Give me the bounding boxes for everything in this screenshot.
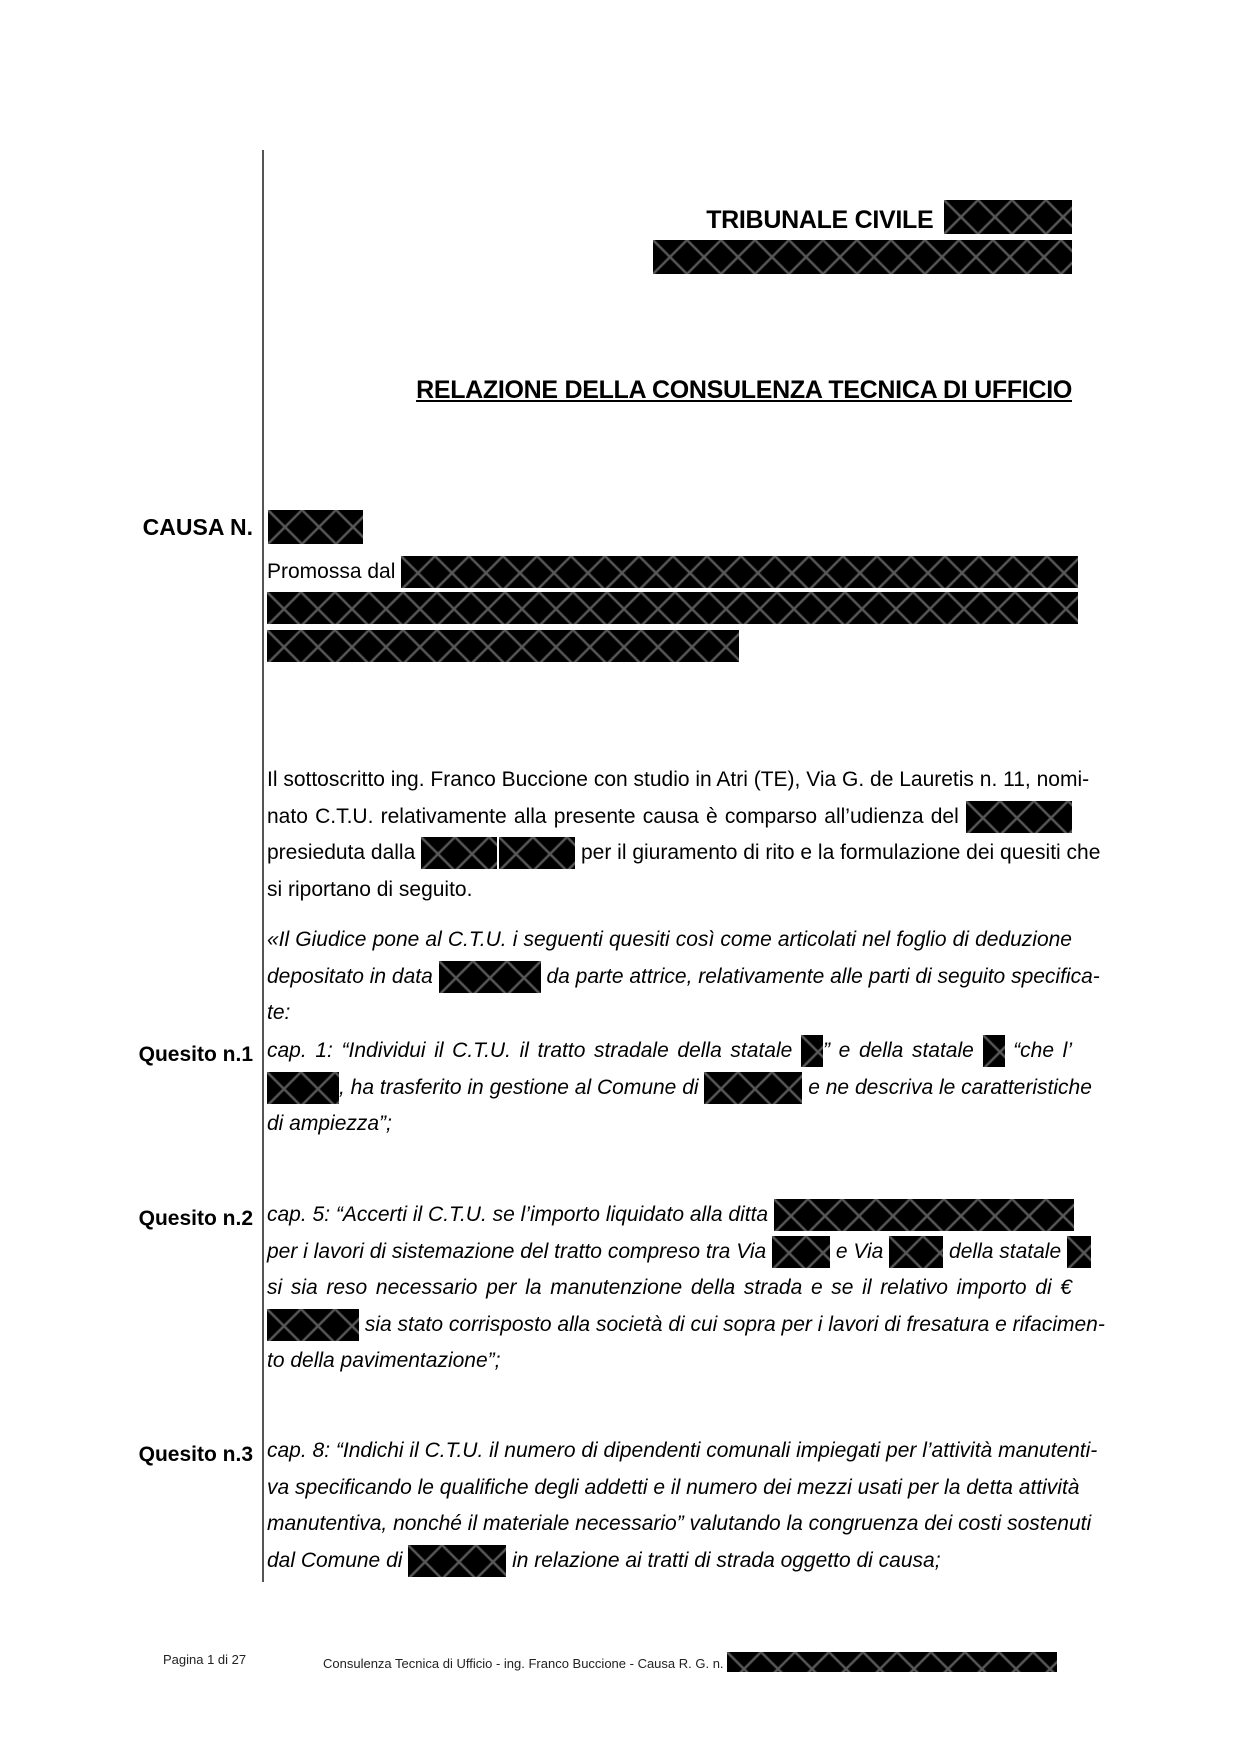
case-label: CAUSA N. bbox=[142, 514, 253, 540]
quesito-3-label: Quesito n.3 bbox=[138, 1443, 253, 1466]
margin-rule bbox=[262, 150, 264, 1582]
quesito-2-text bbox=[267, 1197, 1105, 1380]
quesito-1-line-3: di ampiezza”; bbox=[267, 1112, 392, 1135]
intro-line-4: si riportano di seguito. bbox=[267, 877, 473, 901]
quesito-3-text bbox=[267, 1433, 1098, 1579]
court-heading bbox=[706, 200, 1072, 235]
redaction-road-2 bbox=[983, 1035, 1005, 1067]
page-number: Pagina 1 di 27 bbox=[163, 1652, 247, 1667]
redaction-judge-1 bbox=[421, 837, 497, 869]
quesito-1-text bbox=[267, 1033, 1092, 1143]
questions-line-2: depositato in data da parte attrice, relativamente alle parti di seguito specifica- bbox=[267, 959, 1072, 996]
redaction-road-3 bbox=[1067, 1236, 1091, 1268]
judge-questions-intro bbox=[267, 922, 1100, 1032]
intro-paragraph bbox=[267, 762, 1101, 908]
redaction-case-rg bbox=[727, 1652, 1057, 1672]
redaction-amount bbox=[267, 1309, 359, 1341]
quesito-2-line-4: sia stato corrisposto alla società di cui sopra per i lavori di fresatura e rifacimen- bbox=[267, 1307, 1072, 1344]
redaction-judge-2 bbox=[499, 837, 575, 869]
quesito-3-line-2: va specificando le qualifiche degli addetti e il numero dei mezzi usati per la detta attività bbox=[267, 1475, 1080, 1499]
quesito-1-line-2: , ha trasferito in gestione al Comune di e ne descriva le caratteristiche bbox=[267, 1070, 1072, 1107]
questions-line-3: te: bbox=[267, 1001, 291, 1024]
quesito-2-line-1: cap. 5: “Accerti il C.T.U. se l’importo liquidato alla ditta bbox=[267, 1197, 1072, 1234]
redaction-street-1 bbox=[772, 1236, 830, 1268]
quesito-2-line-3: si sia reso necessario per la manutenzione della strada e se il relativo importo di € bbox=[267, 1276, 1072, 1299]
quesito-2-label: Quesito n.2 bbox=[138, 1207, 253, 1230]
quesito-1-label: Quesito n.1 bbox=[138, 1043, 253, 1066]
footer-text: Consulenza Tecnica di Ufficio - ing. Franco Buccione - Causa R. G. n. bbox=[323, 1652, 1057, 1672]
redaction-plaintiff-3 bbox=[267, 630, 739, 662]
redaction-court-section bbox=[653, 240, 1072, 274]
redaction-plaintiff bbox=[401, 556, 1078, 588]
intro-line-1: Il sottoscritto ing. Franco Buccione con studio in Atri (TE), Via G. de Lauretis n. 11, nomi- bbox=[267, 768, 1090, 791]
quesito-1-line-1: cap. 1: “Individui il C.T.U. il tratto stradale della statale ” e della statale “che l’ bbox=[267, 1033, 1072, 1070]
questions-line-1: «Il Giudice pone al C.T.U. i seguenti quesiti così come articolati nel foglio di deduzione bbox=[267, 928, 1072, 951]
intro-line-3: presieduta dalla per il giuramento di rito e la formulazione dei quesiti che bbox=[267, 835, 1072, 872]
redaction-filing-date bbox=[439, 961, 541, 993]
court-title: TRIBUNALE CIVILE bbox=[706, 206, 934, 234]
promossa-label: Promossa dal bbox=[267, 560, 396, 583]
quesito-3-line-3: manutentiva, nonché il materiale necessario” valutando la congruenza dei costi sostenuti bbox=[267, 1512, 1092, 1535]
report-title: RELAZIONE DELLA CONSULENZA TECNICA DI UFFICIO bbox=[416, 376, 1072, 404]
redaction-plaintiff-2 bbox=[267, 592, 1078, 624]
quesito-3-line-4: dal Comune di in relazione ai tratti di strada oggetto di causa; bbox=[267, 1543, 1072, 1580]
intro-line-2: nato C.T.U. relativamente alla presente causa è comparso all’udienza del bbox=[267, 799, 1072, 836]
redaction-road-1 bbox=[801, 1035, 823, 1067]
redaction-hearing-date bbox=[966, 801, 1072, 833]
redaction-entity bbox=[267, 1072, 339, 1104]
redaction-case-number bbox=[268, 510, 363, 544]
quesito-2-line-5: to della pavimentazione”; bbox=[267, 1349, 501, 1372]
redaction-street-2 bbox=[889, 1236, 943, 1268]
quesito-3-line-1: cap. 8: “Indichi il C.T.U. il numero di dipendenti comunali impiegati per l’attività manutenti- bbox=[267, 1439, 1098, 1462]
redaction-municipality bbox=[704, 1072, 802, 1104]
redaction-company bbox=[774, 1199, 1074, 1231]
case-parties bbox=[267, 554, 1072, 591]
redaction-court-city bbox=[944, 200, 1072, 234]
redaction-municipality-2 bbox=[408, 1545, 506, 1577]
quesito-2-line-2: per i lavori di sistemazione del tratto compreso tra Via e Via della statale bbox=[267, 1234, 1072, 1271]
